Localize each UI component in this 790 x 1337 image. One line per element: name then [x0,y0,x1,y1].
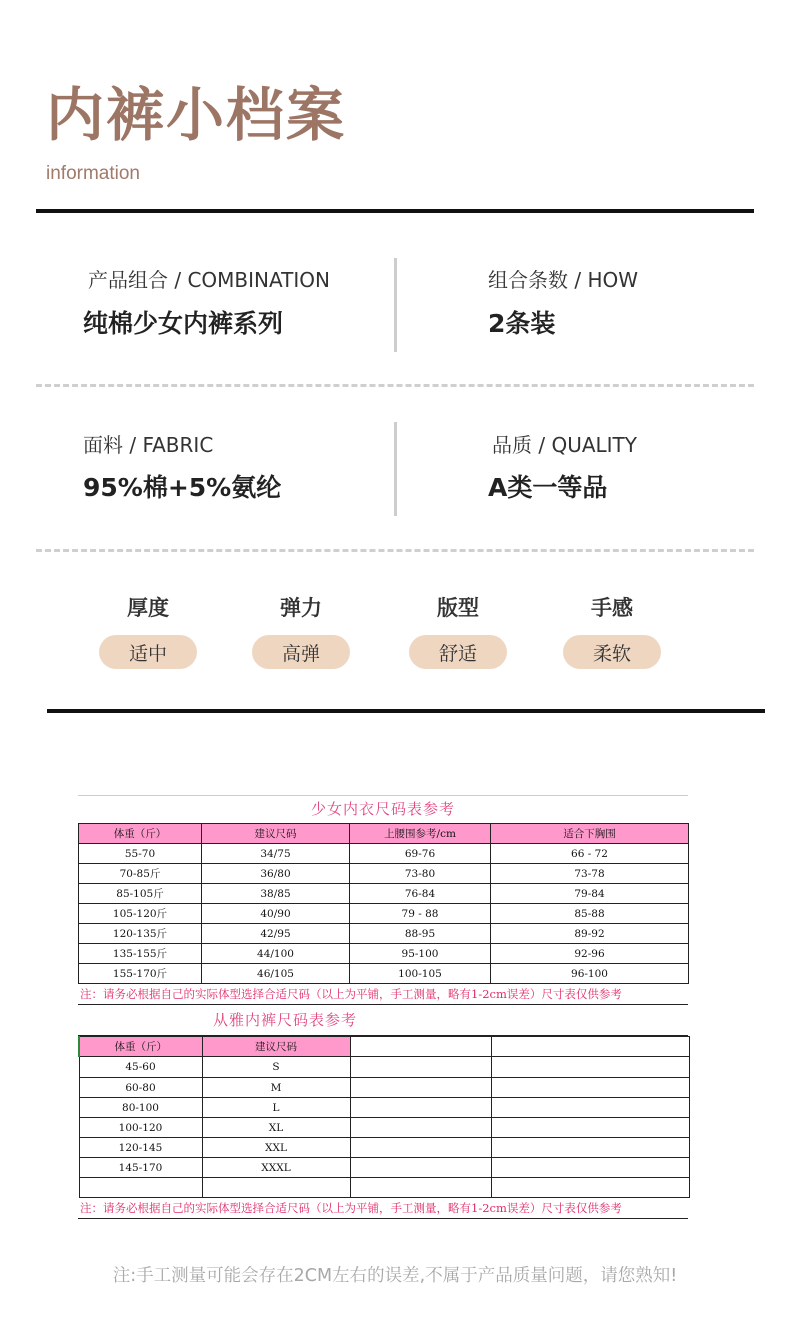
count-value: 2条装 [488,309,556,338]
table-cell: S [202,1057,350,1078]
dashed-divider [36,549,754,552]
table-cell: 79 - 88 [350,904,491,924]
attribute-pill: 舒适 [409,635,507,669]
attribute-pill: 高弹 [252,635,350,669]
quality-label: 品质 / QUALITY [492,433,637,457]
panty-size-table-title: 从雅内裤尺码表参考 [78,1005,688,1036]
table-cell-empty [491,1138,689,1158]
table-cell: 34/75 [202,844,350,864]
table-header-cell: 建议尺码 [202,1037,350,1057]
table-cell: 100-105 [350,964,491,984]
fabric-label: 面料 / FABRIC [83,433,214,457]
attribute-label: 手感 [591,596,633,620]
table-row [79,1158,689,1178]
table-cell-empty [350,1118,491,1138]
table-cell: 95-100 [350,944,491,964]
column-divider [394,258,397,352]
table-cell-empty [491,1078,689,1098]
table-row-empty [79,1178,689,1198]
table-cell: 73-78 [491,864,689,884]
attribute-pill: 适中 [99,635,197,669]
table-row [79,1118,689,1138]
table-cell-empty [202,1178,350,1198]
combination-value: 纯棉少女内裤系列 [83,309,284,338]
attribute-pill: 柔软 [563,635,661,669]
table-cell-empty [491,1158,689,1178]
bra-size-table-title: 少女内衣尺码表参考 [78,795,688,823]
table-cell: 80-100 [79,1098,202,1118]
table-cell-empty [350,1098,491,1118]
quality-value: A类一等品 [488,473,608,502]
table-cell: 85-105斤 [79,884,202,904]
table-cell: 76-84 [350,884,491,904]
table-cell: 55-70 [79,844,202,864]
table-cell: 73-80 [350,864,491,884]
table-cell: 96-100 [491,964,689,984]
table-row [79,884,689,904]
bra-size-table [78,823,689,984]
attribute-label: 版型 [437,596,479,620]
table-cell-empty [350,1057,491,1078]
table-cell: 42/95 [202,924,350,944]
column-divider [394,422,397,516]
table-cell: 85-88 [491,904,689,924]
table-cell: 40/90 [202,904,350,924]
table-cell-empty [491,1178,689,1198]
table-cell-empty [491,1057,689,1078]
table-row [79,1057,689,1078]
table-cell: 105-120斤 [79,904,202,924]
attribute-feel [562,592,662,669]
top-divider [36,209,754,213]
table-header-cell: 体重（斤） [79,1037,202,1057]
table-row [79,964,689,984]
attribute-thickness [98,592,198,669]
attribute-label: 弹力 [280,596,322,620]
bottom-divider [47,709,765,713]
table-cell: 135-155斤 [79,944,202,964]
table-cell: 155-170斤 [79,964,202,984]
table-row [79,944,689,964]
table-header-row [79,1037,689,1057]
bra-table-note: 注：请务必根据自己的实际体型选择合适尺码（以上为平铺，手工测量，略有1-2cm误差）尺寸表仅供参考 [78,984,688,1005]
combination-label: 产品组合 / COMBINATION [88,268,330,292]
page-subtitle: information [46,163,140,184]
table-cell: 70-85斤 [79,864,202,884]
table-cell: M [202,1078,350,1098]
table-row [79,1078,689,1098]
table-cell: 44/100 [202,944,350,964]
table-header-cell: 建议尺码 [202,824,350,844]
table-cell: 36/80 [202,864,350,884]
table-cell: 38/85 [202,884,350,904]
table-cell-empty [491,1037,689,1057]
table-cell: L [202,1098,350,1118]
table-cell-empty [350,1178,491,1198]
table-row [79,1098,689,1118]
table-cell: XXXL [202,1158,350,1178]
table-cell-empty [350,1138,491,1158]
size-chart-sheet [78,795,688,1219]
table-header-cell: 适合下胸围 [491,824,689,844]
table-cell: 79-84 [491,884,689,904]
fabric-value: 95%棉+5%氨纶 [83,473,282,502]
table-header-cell: 上腰围参考/cm [350,824,491,844]
table-cell: 46/105 [202,964,350,984]
table-cell: 88-95 [350,924,491,944]
table-cell: 145-170 [79,1158,202,1178]
table-cell-empty [79,1178,202,1198]
table-cell: 89-92 [491,924,689,944]
table-cell-empty [491,1098,689,1118]
attribute-label: 厚度 [127,596,169,620]
table-cell: 120-145 [79,1138,202,1158]
table-cell: 100-120 [79,1118,202,1138]
table-cell: 92-96 [491,944,689,964]
table-cell-empty [350,1158,491,1178]
table-cell: XL [202,1118,350,1138]
attribute-fit [408,592,508,669]
table-row [79,904,689,924]
table-cell: 45-60 [79,1057,202,1078]
table-cell: 69-76 [350,844,491,864]
table-cell-empty [350,1037,491,1057]
footer-note: 注:手工测量可能会存在2CM左右的误差,不属于产品质量问题，请您熟知! [112,1266,678,1286]
dashed-divider [36,384,754,387]
panty-size-table [78,1036,690,1198]
table-cell: 60-80 [79,1078,202,1098]
table-cell-empty [350,1078,491,1098]
panty-table-note: 注：请务必根据自己的实际体型选择合适尺码（以上为平铺，手工测量，略有1-2cm误差）尺寸表仅供参考 [78,1198,688,1219]
page-title: 内裤小档案 [46,81,347,149]
table-header-row [79,824,689,844]
table-row [79,1138,689,1158]
table-cell: 120-135斤 [79,924,202,944]
table-cell-empty [491,1118,689,1138]
count-label: 组合条数 / HOW [488,268,639,292]
attribute-elasticity [251,592,351,669]
table-row [79,924,689,944]
table-cell: 66 - 72 [491,844,689,864]
table-header-cell: 体重（斤） [79,824,202,844]
table-row [79,844,689,864]
table-cell: XXL [202,1138,350,1158]
table-row [79,864,689,884]
